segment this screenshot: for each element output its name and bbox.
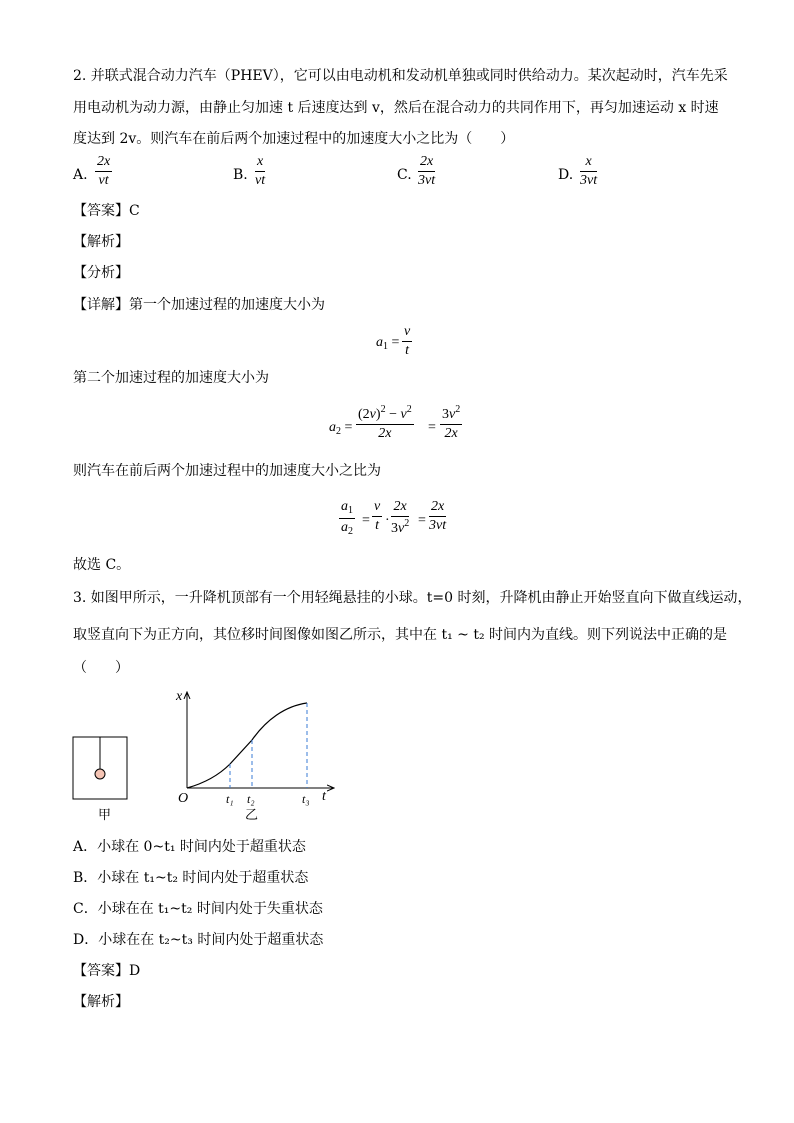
q2-detail-tag: 【详解】: [73, 297, 129, 313]
q2-option-c-fraction: [418, 155, 435, 188]
eq-a1-fraction: v t: [404, 324, 411, 358]
q2-option-d-label: D.: [558, 167, 574, 183]
figure-yi-caption: 乙: [245, 808, 259, 823]
axis-t-label: t: [322, 789, 326, 804]
q2-detail-text: 第一个加速过程的加速度大小为: [129, 297, 325, 313]
q2-stem-line3: 度达到 2v。则汽车在前后两个加速过程中的加速度大小之比为（ ）: [73, 131, 515, 147]
eq-ratio-eq2: =: [418, 513, 426, 528]
q2-option-c-den: 3vt: [418, 173, 436, 188]
eq-a1-lhs: $a_1$ =: [376, 335, 400, 352]
q3-stem-line3: （ ）: [73, 660, 129, 676]
q2-option-a-den: vt: [98, 173, 109, 188]
t1-label: t₁: [226, 792, 234, 806]
eq-ratio-eq1: =: [362, 513, 370, 528]
q2-option-b-den: vt: [255, 173, 266, 188]
q2-option-c-num: 2x: [420, 154, 434, 169]
axis-x-label: x: [176, 689, 183, 704]
q2-option-b-num: x: [257, 154, 264, 169]
eq-a2-equals: =: [428, 420, 436, 435]
q2-fenxi-tag: 【分析】: [73, 265, 129, 281]
displacement-curve: [187, 703, 307, 788]
q3-option-a: A．小球在 0~t₁ 时间内处于超重状态: [73, 839, 306, 855]
q2-option-b-label: B.: [233, 167, 248, 183]
q2-conclusion: 故选 C。: [73, 557, 131, 573]
q3-option-b: B．小球在 t₁~t₂ 时间内处于超重状态: [73, 870, 309, 886]
q3-stem-line2: 取竖直向下为正方向，其位移时间图像如图乙所示，其中在 t₁ ~ t₂ 时间内为直线。则下列说法中正确的是: [73, 627, 728, 643]
figure-jia-caption: 甲: [98, 808, 112, 823]
origin-label: O: [178, 791, 189, 806]
eq-a2-fraction2: $3v^2$ 2x: [442, 404, 461, 441]
q3-option-d: D．小球在在 t₂~t₃ 时间内处于超重状态: [73, 932, 324, 948]
q2-detail: [73, 298, 325, 312]
q2-option-c-label: C.: [397, 167, 412, 183]
q3-answer: 【答案】D: [73, 963, 141, 979]
q2-stem-line2: 用电动机为动力源，由静止匀加速 t 后速度达到 v，然后在混合动力的共同作用下，再匀加速运动 x 时速: [73, 100, 719, 116]
eq-ratio-2x-over-3v2: 2x $3v^2$: [391, 499, 410, 536]
q2-answer: 【答案】C: [73, 203, 140, 219]
q2-option-b-fraction: [255, 155, 265, 188]
eq-ratio-lhs: $a_1$ $a_2$: [341, 499, 353, 537]
eq-ratio-v-over-t: v t: [374, 499, 381, 533]
q2-second-text: 第二个加速过程的加速度大小为: [73, 370, 269, 386]
q3-analysis-tag: 【解析】: [73, 994, 129, 1010]
eq-ratio-dot: ·: [385, 513, 390, 528]
q2-option-a-num: 2x: [97, 154, 111, 169]
eq-a2-lhs: $a_2$ =: [329, 420, 353, 437]
t2-label: t₂: [247, 792, 255, 806]
t3-label: t₃: [302, 792, 310, 806]
ball: [95, 769, 105, 779]
q2-ratio-text: 则汽车在前后两个加速过程中的加速度大小之比为: [73, 463, 381, 479]
q3-stem-line1: 3. 如图甲所示，一升降机顶部有一个用轻绳悬挂的小球。t=0 时刻，升降机由静止开始竖直向下做直线运动，: [73, 590, 752, 606]
q2-option-a-label: A.: [73, 167, 88, 183]
q2-option-a-fraction: [95, 155, 112, 188]
q2-stem-line1: 2. 并联式混合动力汽车（PHEV），它可以由电动机和发动机单独或同时供给动力。某次起动时，汽车先采: [73, 68, 728, 84]
q2-option-d-fraction: [580, 155, 597, 188]
eq-a2-fraction1: $(2v)^2 - v^2$ 2x: [358, 404, 412, 441]
eq-ratio-result: 2x 3vt: [429, 499, 447, 533]
q2-option-d-num: x: [585, 154, 592, 169]
q3-option-c: C．小球在在 t₁~t₂ 时间内处于失重状态: [73, 901, 323, 917]
q2-option-d-den: 3vt: [580, 173, 598, 188]
q2-analysis-tag: 【解析】: [73, 234, 129, 250]
figure-yi-graph: [170, 688, 340, 823]
